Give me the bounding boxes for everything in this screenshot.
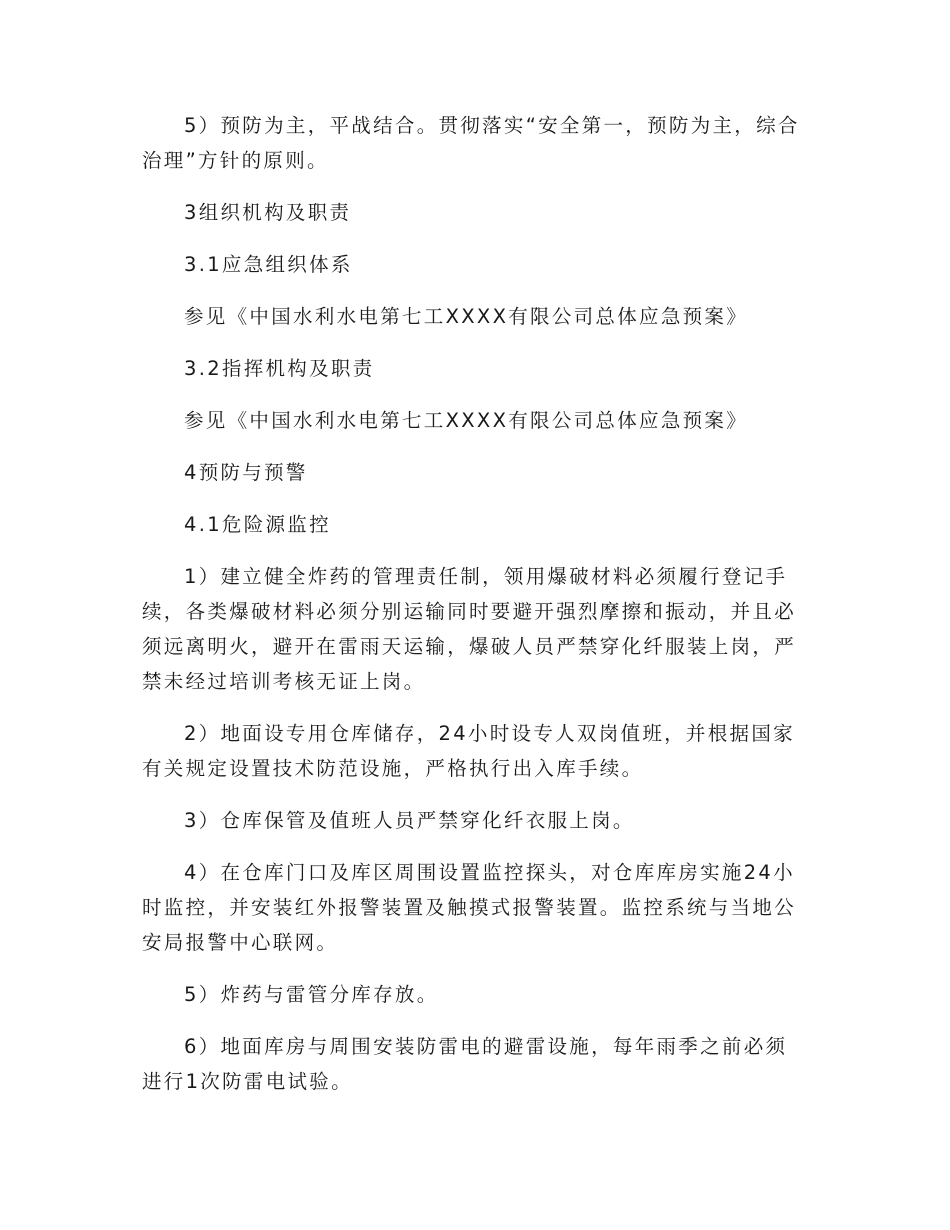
paragraph-monitoring-5: 5）炸药与雷管分库存放。 (184, 983, 439, 1006)
paragraph-monitoring-2: 2）地面设专用仓库储存，24小时设专人双岗值班，并根据国家有关规定设置技术防范设施，严格执行出入库手续。 (142, 722, 795, 780)
heading-section-3-2: 3.2指挥机构及职责 (184, 357, 375, 380)
paragraph-monitoring-1: 1）建立健全炸药的管理责任制，领用爆破材料必须履行登记手续，各类爆破材料必须分别运输同时要避开强烈摩擦和振动，并且必须远离明火，避开在雷雨天运输，爆破人员严禁穿化纤服装上岗，严禁未经过培训考核无证上岗。 (142, 565, 797, 693)
paragraph-reference-3-1: 参见《中国水利水电第七工XXXX有限公司总体应急预案》 (184, 305, 749, 328)
heading-section-3: 3组织机构及职责 (184, 201, 352, 224)
document-body (142, 108, 808, 1099)
paragraph-monitoring-6: 6）地面库房与周围安装防雷电的避雷设施，每年雨季之前必须进行1次防雷电试验。 (142, 1035, 788, 1093)
paragraph-monitoring-4: 4）在仓库门口及库区周围设置监控探头，对仓库库房实施24小时监控，并安装红外报警装置及触摸式报警装置。监控系统与当地公安局报警中心联网。 (142, 861, 797, 954)
paragraph-principle-5: 5）预防为主，平战结合。贯彻落实“安全第一，预防为主，综合治理”方针的原则。 (142, 114, 800, 172)
heading-section-3-1: 3.1应急组织体系 (184, 253, 353, 276)
paragraph-monitoring-3: 3）仓库保管及值班人员严禁穿化纤衣服上岗。 (184, 809, 635, 832)
paragraph-reference-3-2: 参见《中国水利水电第七工XXXX有限公司总体应急预案》 (184, 409, 749, 432)
heading-section-4: 4预防与预警 (184, 461, 308, 484)
heading-section-4-1: 4.1危险源监控 (184, 513, 331, 536)
